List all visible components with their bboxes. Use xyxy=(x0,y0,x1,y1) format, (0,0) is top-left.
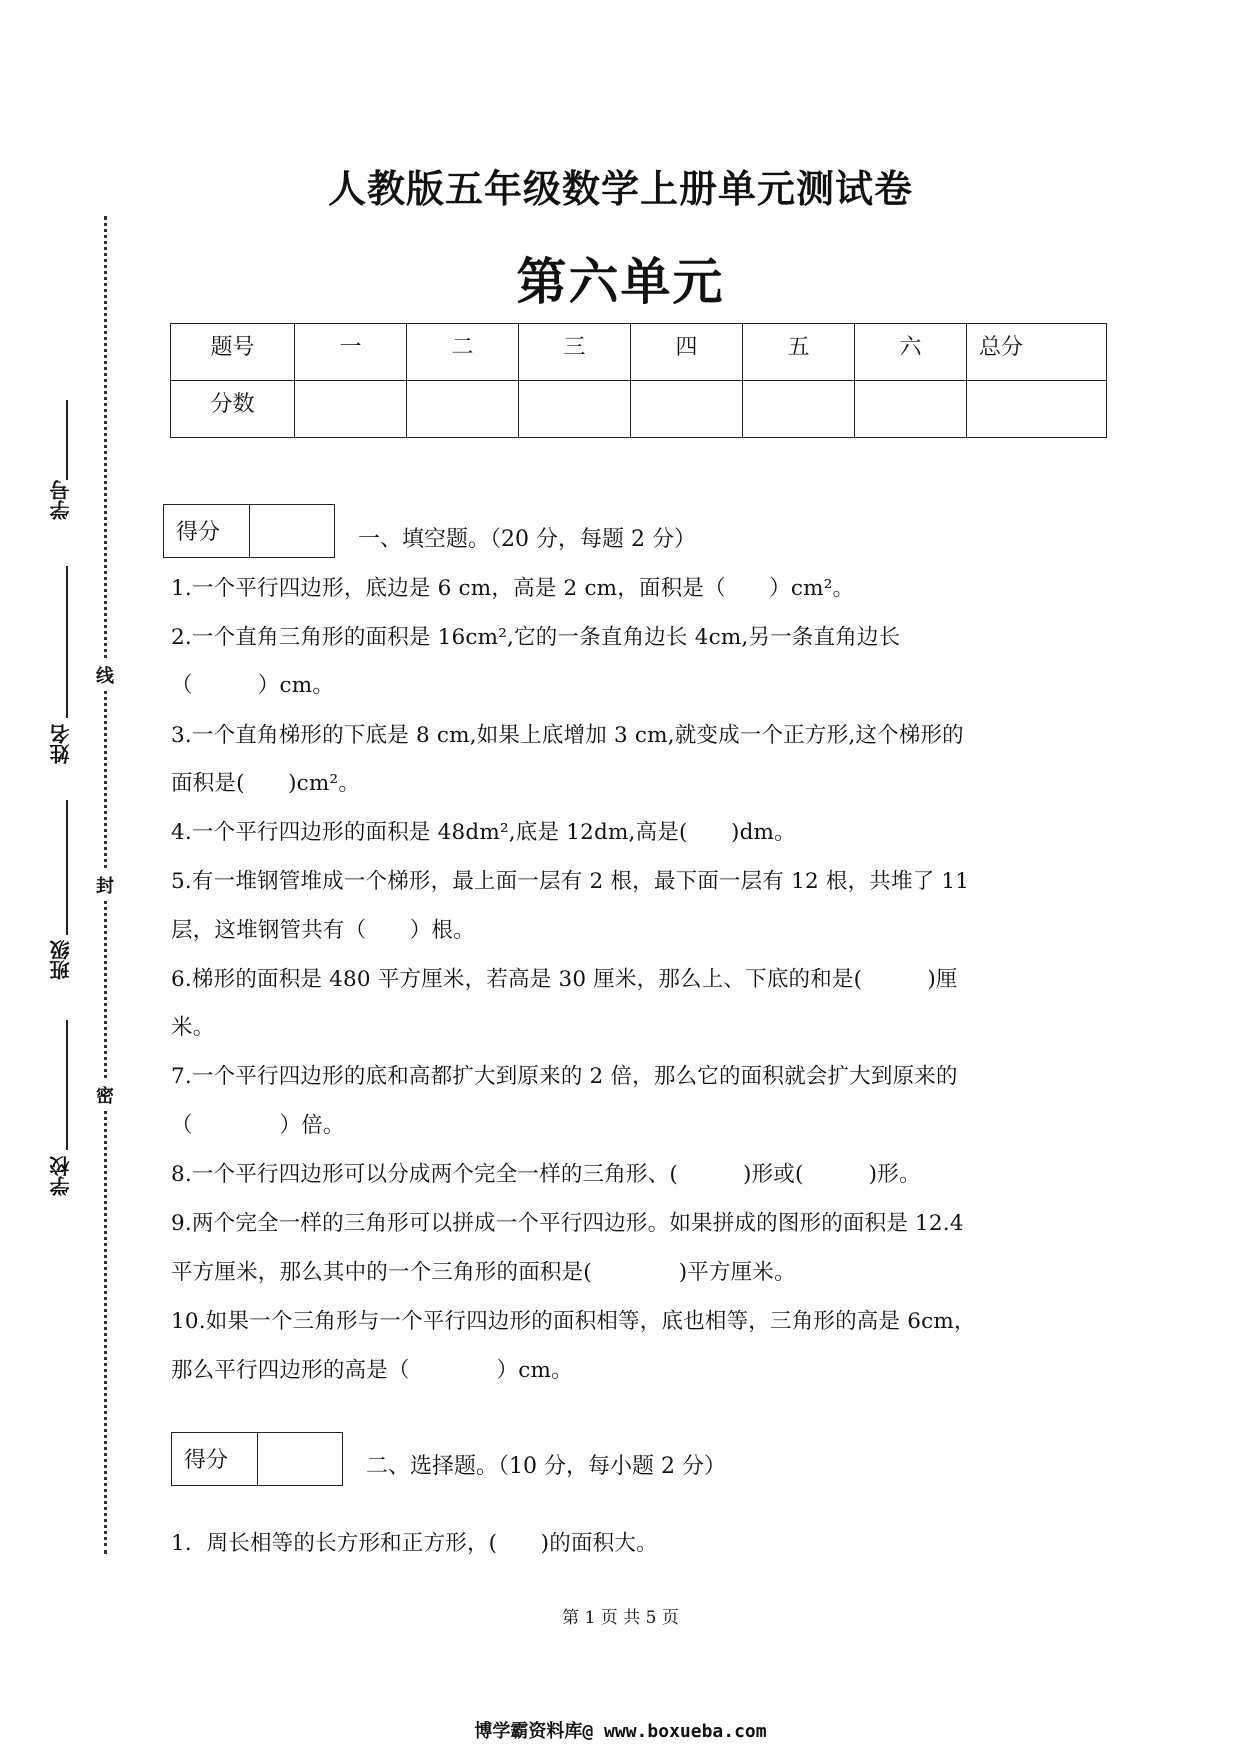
score-box-blank[interactable] xyxy=(258,1433,342,1485)
score-blank-cell[interactable] xyxy=(407,381,519,438)
question-line: 米。 xyxy=(171,1015,215,1040)
score-table-cell: 五 xyxy=(743,324,855,381)
score-blank-cell[interactable] xyxy=(295,381,407,438)
question-line: 面积是( )cm²。 xyxy=(171,771,361,796)
school-label: 学校 xyxy=(49,1156,73,1196)
score-table-cell: 题号 xyxy=(171,324,295,381)
seal-char-secret: 密 xyxy=(96,1080,114,1110)
section1-score-box xyxy=(163,504,335,558)
page-number: 第 1 页 共 5 页 xyxy=(562,1608,679,1628)
seal-char-line: 线 xyxy=(96,660,114,690)
score-table-cell: 总分 xyxy=(967,324,1107,381)
school-blank xyxy=(66,1020,68,1150)
score-table-cell: 三 xyxy=(519,324,631,381)
question-line: 平方厘米，那么其中的一个三角形的面积是( )平方厘米。 xyxy=(171,1260,796,1285)
score-table-header-row xyxy=(171,324,1107,381)
score-blank-cell[interactable] xyxy=(855,381,967,438)
score-blank-cell[interactable] xyxy=(743,381,855,438)
score-table-cell: 六 xyxy=(855,324,967,381)
question-line: 1.一个平行四边形，底边是 6 cm，高是 2 cm，面积是（ ）cm²。 xyxy=(171,576,855,601)
section1-heading: 一、填空题。（20 分，每题 2 分） xyxy=(358,527,696,552)
question-line: 层，这堆钢管共有（ ）根。 xyxy=(171,918,475,943)
question-line: 5.有一堆钢管堆成一个梯形，最上面一层有 2 根，最下面一层有 12 根，共堆了 11 xyxy=(171,869,970,894)
score-box-blank[interactable] xyxy=(250,505,334,557)
question-line: 那么平行四边形的高是（ ）cm。 xyxy=(171,1358,573,1383)
score-box-label: 得分 xyxy=(172,1433,258,1485)
score-box-label: 得分 xyxy=(164,505,250,557)
score-table-cell: 二 xyxy=(407,324,519,381)
class-label: 班级 xyxy=(49,940,73,980)
page-title: 人教版五年级数学上册单元测试卷 xyxy=(327,167,913,211)
score-table xyxy=(170,323,1107,438)
class-blank xyxy=(66,800,68,935)
question-line: 8.一个平行四边形可以分成两个完全一样的三角形、( )形或( )形。 xyxy=(171,1162,921,1187)
student-id-label: 学号 xyxy=(49,480,73,520)
question-line: 1．周长相等的长方形和正方形，( )的面积大。 xyxy=(171,1531,658,1556)
name-blank xyxy=(66,566,68,718)
score-table-cell: 四 xyxy=(631,324,743,381)
section2-score-box xyxy=(171,1432,343,1486)
watermark: 博学霸资料库@ www.boxueba.com xyxy=(474,1721,767,1742)
score-table-score-row xyxy=(171,381,1107,438)
question-line: 7.一个平行四边形的底和高都扩大到原来的 2 倍，那么它的面积就会扩大到原来的 xyxy=(171,1064,958,1089)
question-line: 4.一个平行四边形的面积是 48dm²,底是 12dm,高是( )dm。 xyxy=(171,820,796,845)
score-table-cell: 一 xyxy=(295,324,407,381)
question-line: 3.一个直角梯形的下底是 8 cm,如果上底增加 3 cm,就变成一个正方形,这个梯形的 xyxy=(171,723,964,748)
question-line: 2.一个直角三角形的面积是 16cm²,它的一条直角边长 4cm,另一条直角边长 xyxy=(171,625,901,650)
score-blank-cell[interactable] xyxy=(519,381,631,438)
question-line: （ ）cm。 xyxy=(171,673,335,698)
section2-heading: 二、选择题。（10 分，每小题 2 分） xyxy=(366,1454,726,1479)
student-id-blank xyxy=(66,400,68,480)
score-blank-cell[interactable] xyxy=(967,381,1107,438)
score-table-cell: 分数 xyxy=(171,381,295,438)
question-line: 6.梯形的面积是 480 平方厘米，若高是 30 厘米，那么上、下底的和是( )厘 xyxy=(171,967,958,992)
unit-title: 第六单元 xyxy=(516,253,725,311)
score-blank-cell[interactable] xyxy=(631,381,743,438)
question-line: （ ）倍。 xyxy=(171,1113,345,1138)
question-line: 9.两个完全一样的三角形可以拼成一个平行四边形。如果拼成的图形的面积是 12.4 xyxy=(171,1211,964,1236)
name-label: 姓名 xyxy=(49,724,73,764)
seal-char-seal: 封 xyxy=(96,870,114,900)
question-line: 10.如果一个三角形与一个平行四边形的面积相等，底也相等，三角形的高是 6cm， xyxy=(171,1309,976,1334)
